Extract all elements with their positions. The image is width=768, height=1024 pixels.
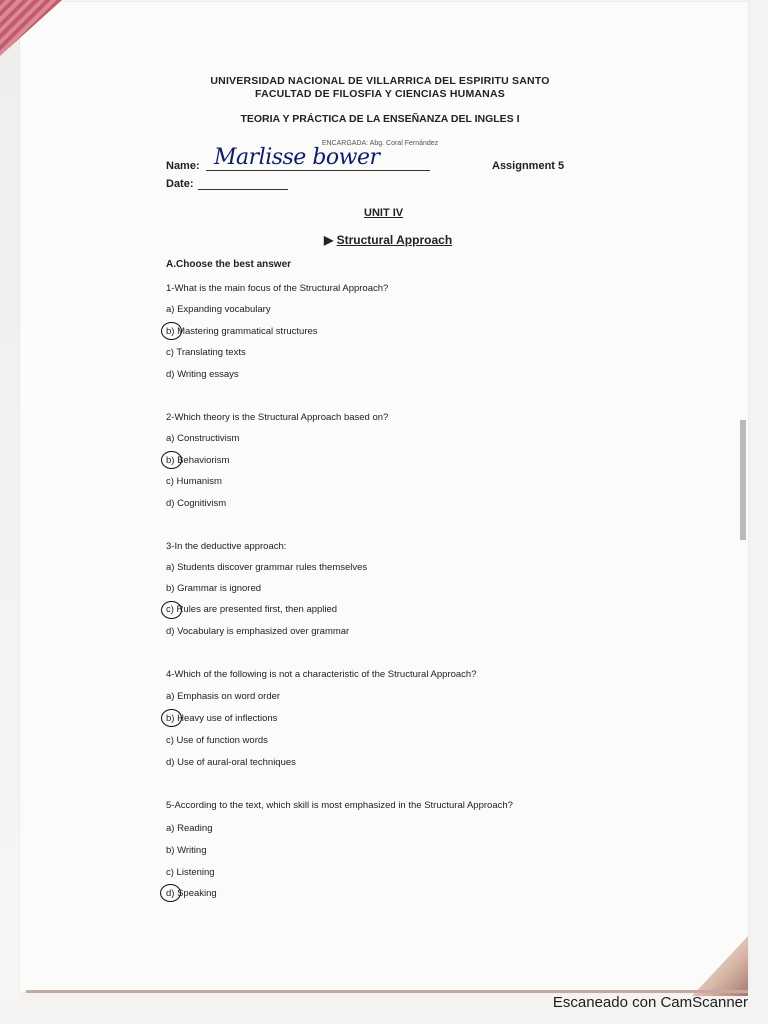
q3-option-d: d) Vocabulary is emphasized over grammar xyxy=(166,626,350,637)
q4-option-c: c) Use of function words xyxy=(166,735,268,746)
question-5: 5-According to the text, which skill is most emphasized in the Structural Approach? xyxy=(166,800,513,811)
q5-option-b: b) Writing xyxy=(166,845,207,856)
date-underline xyxy=(198,189,288,190)
q3-option-c: c) Rules are presented first, then applied xyxy=(166,604,338,615)
q3-option-a: a) Students discover grammar rules themselves xyxy=(166,562,368,573)
paper-edge-shadow xyxy=(740,420,746,540)
q1-option-b: b) Mastering grammatical structures xyxy=(166,326,318,337)
q4-option-d: d) Use of aural-oral techniques xyxy=(166,757,296,768)
scanned-paper xyxy=(20,2,748,992)
q1-option-c: c) Translating texts xyxy=(166,347,246,358)
section-heading xyxy=(324,233,452,247)
name-underline xyxy=(206,170,430,171)
q5-option-d: d) Speaking xyxy=(166,888,217,899)
answer-circle-q1 xyxy=(161,322,182,340)
q4-option-a: a) Emphasis on word order xyxy=(166,691,281,702)
q2-option-d: d) Cognitivism xyxy=(166,498,227,509)
scanner-watermark: Escaneado con CamScanner xyxy=(552,994,748,1011)
question-3: 3-In the deductive approach: xyxy=(166,541,287,552)
assignment-number: Assignment 5 xyxy=(492,160,565,172)
faculty-name: FACULTAD DE FILOSFIA Y CIENCIAS HUMANAS xyxy=(255,88,505,100)
q2-option-b: b) Behaviorism xyxy=(166,455,230,466)
background-left-strip xyxy=(0,0,20,1000)
q5-option-c: c) Listening xyxy=(166,867,215,878)
instruction-text: A.Choose the best answer xyxy=(166,259,292,270)
question-1: 1-What is the main focus of the Structural Approach? xyxy=(166,283,389,294)
answer-circle-q5 xyxy=(160,884,181,902)
answer-circle-q2 xyxy=(161,451,182,469)
paper-bottom-edge xyxy=(26,990,748,993)
play-arrow-icon: ▶ xyxy=(324,233,334,247)
q5-option-a: a) Reading xyxy=(166,823,213,834)
university-name: UNIVERSIDAD NACIONAL DE VILLARRICA DEL ESPIRITU SANTO xyxy=(210,75,550,87)
date-label: Date: xyxy=(166,178,194,190)
handwritten-name: Marlisse bower xyxy=(214,145,380,170)
q2-option-a: a) Constructivism xyxy=(166,433,240,444)
section-title: Structural Approach xyxy=(336,233,453,247)
name-label: Name: xyxy=(166,160,200,172)
instructor-line: ENCARGADA: Abg. Coral Fernández xyxy=(321,140,439,147)
q2-option-c: c) Humanism xyxy=(166,476,222,487)
q4-option-b: b) Heavy use of inflections xyxy=(166,713,278,724)
q3-option-b: b) Grammar is ignored xyxy=(166,583,262,594)
course-title: TEORIA Y PRÁCTICA DE LA ENSEÑANZA DEL INGLES I xyxy=(240,113,520,125)
question-4: 4-Which of the following is not a characteristic of the Structural Approach? xyxy=(166,669,477,680)
q1-option-a: a) Expanding vocabulary xyxy=(166,304,271,315)
answer-circle-q4 xyxy=(161,709,182,727)
unit-heading: UNIT IV xyxy=(364,207,404,219)
answer-circle-q3 xyxy=(161,601,182,619)
question-2: 2-Which theory is the Structural Approach based on? xyxy=(166,412,389,423)
q1-option-d: d) Writing essays xyxy=(166,369,239,380)
